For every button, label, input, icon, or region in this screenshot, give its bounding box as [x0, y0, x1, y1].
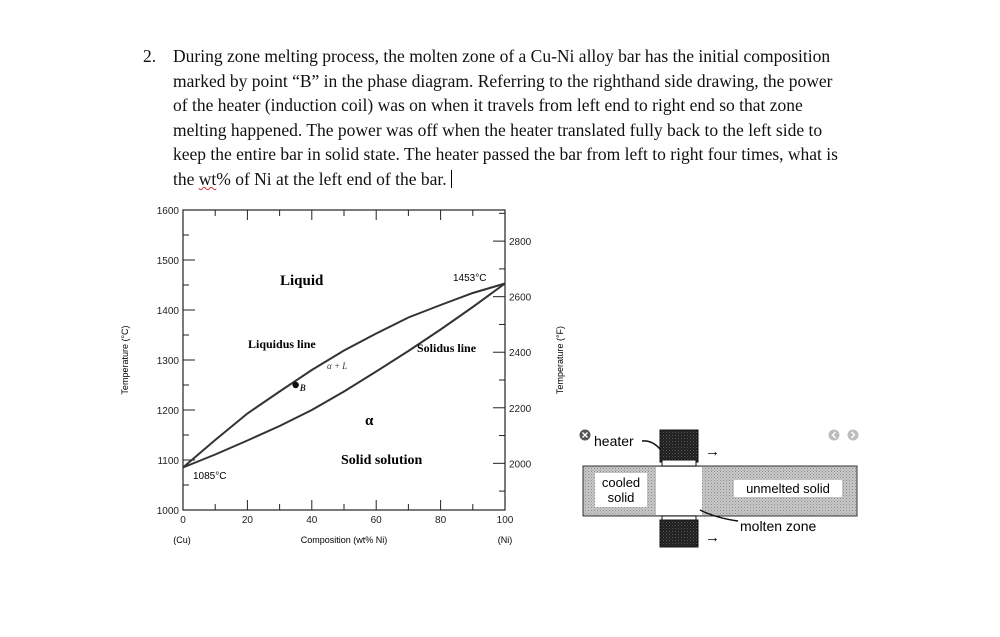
heater-coil-top: [660, 430, 698, 462]
question-fragment: the: [173, 168, 199, 189]
liquidus-curve: [183, 284, 505, 468]
question-line: melting happened. The power was off when the heater translated fully back to the left side to: [173, 119, 823, 140]
cooled-solid-label: solid: [607, 490, 635, 505]
x-tick-label: 0: [180, 515, 186, 526]
question-line: During zone melting process, the molten zone of a Cu-Ni alloy bar has the initial composition: [173, 46, 831, 66]
zone-melting-drawing: [583, 430, 857, 547]
yf-tick-label: 2800: [509, 237, 532, 249]
cooled-solid-label: cooled: [601, 475, 641, 490]
y-axis-title-celsius: Temperature (°C): [120, 325, 130, 395]
x-axis-title: Composition (wt% Ni): [300, 535, 388, 545]
y-tick-label: 1600: [156, 206, 179, 217]
x-tick-label: 60: [370, 515, 382, 526]
question-line: of the heater (induction coil) was on when it travels from left end to right end so that zone: [173, 95, 803, 116]
x-tick-label: 20: [241, 515, 253, 526]
region-label-liquid: Liquid: [280, 273, 324, 289]
heater-label: heater: [594, 433, 634, 449]
chevron-left-icon[interactable]: [829, 430, 840, 441]
point-b-label: B: [299, 383, 306, 393]
molten-zone: [656, 467, 702, 515]
coil-gap-top: [662, 460, 696, 466]
x-end-label-ni: (Ni): [497, 535, 513, 545]
region-label-solid-solution: Solid solution: [341, 453, 423, 468]
question-line: keep the entire bar in solid state. The heater passed the bar from left to right four times, what is: [173, 144, 838, 165]
liquidus-label: Liquidus line: [248, 337, 316, 351]
yf-tick-label: 2000: [509, 459, 532, 471]
molten-zone-label: molten zone: [740, 518, 817, 534]
arrow-right-icon: →: [705, 443, 720, 460]
region-label-alpha-l: α + L: [327, 361, 348, 371]
x-tick-label: 100: [496, 515, 514, 526]
x-end-label-cu: (Cu): [173, 535, 191, 545]
arrow-right-icon: →: [705, 529, 720, 546]
yf-tick-label: 2400: [509, 348, 532, 360]
x-tick-label: 40: [306, 515, 318, 526]
region-label-alpha: α: [365, 413, 374, 429]
yf-tick-label: 2600: [509, 292, 532, 304]
image-delete-control[interactable]: [580, 430, 591, 441]
spellcheck-word[interactable]: wt: [198, 168, 217, 189]
y-axis-title-fahrenheit: Temperature (°F): [555, 325, 565, 395]
question-fragment: % of Ni at the left end of the bar.: [216, 168, 447, 189]
heater-coil-bottom: [660, 520, 698, 547]
y-tick-label: 1100: [157, 456, 179, 467]
cu-melt-label: 1085°C: [193, 471, 227, 482]
question-number: 2.: [143, 46, 157, 66]
y-tick-label: 1200: [156, 406, 179, 417]
x-tick-label: 80: [435, 515, 447, 526]
solidus-curve: [183, 284, 505, 468]
y-tick-label: 1300: [156, 356, 179, 367]
chevron-right-icon[interactable]: [848, 430, 859, 441]
y-tick-label: 1000: [156, 506, 179, 517]
ni-melt-label: 1453°C: [453, 273, 487, 284]
y-tick-label: 1400: [156, 306, 179, 317]
heater-pointer-line: [642, 441, 660, 449]
point-b-marker: [293, 382, 299, 388]
solidus-label: Solidus line: [417, 341, 477, 355]
question-line: marked by point “B” in the phase diagram. Referring to the righthand side drawing, the power: [173, 70, 833, 91]
image-nav-controls[interactable]: [829, 430, 859, 441]
yf-tick-label: 2200: [509, 403, 532, 415]
phase-diagram: [120, 206, 565, 545]
y-tick-label: 1500: [156, 256, 179, 267]
unmelted-solid-label: unmelted solid: [746, 481, 830, 496]
